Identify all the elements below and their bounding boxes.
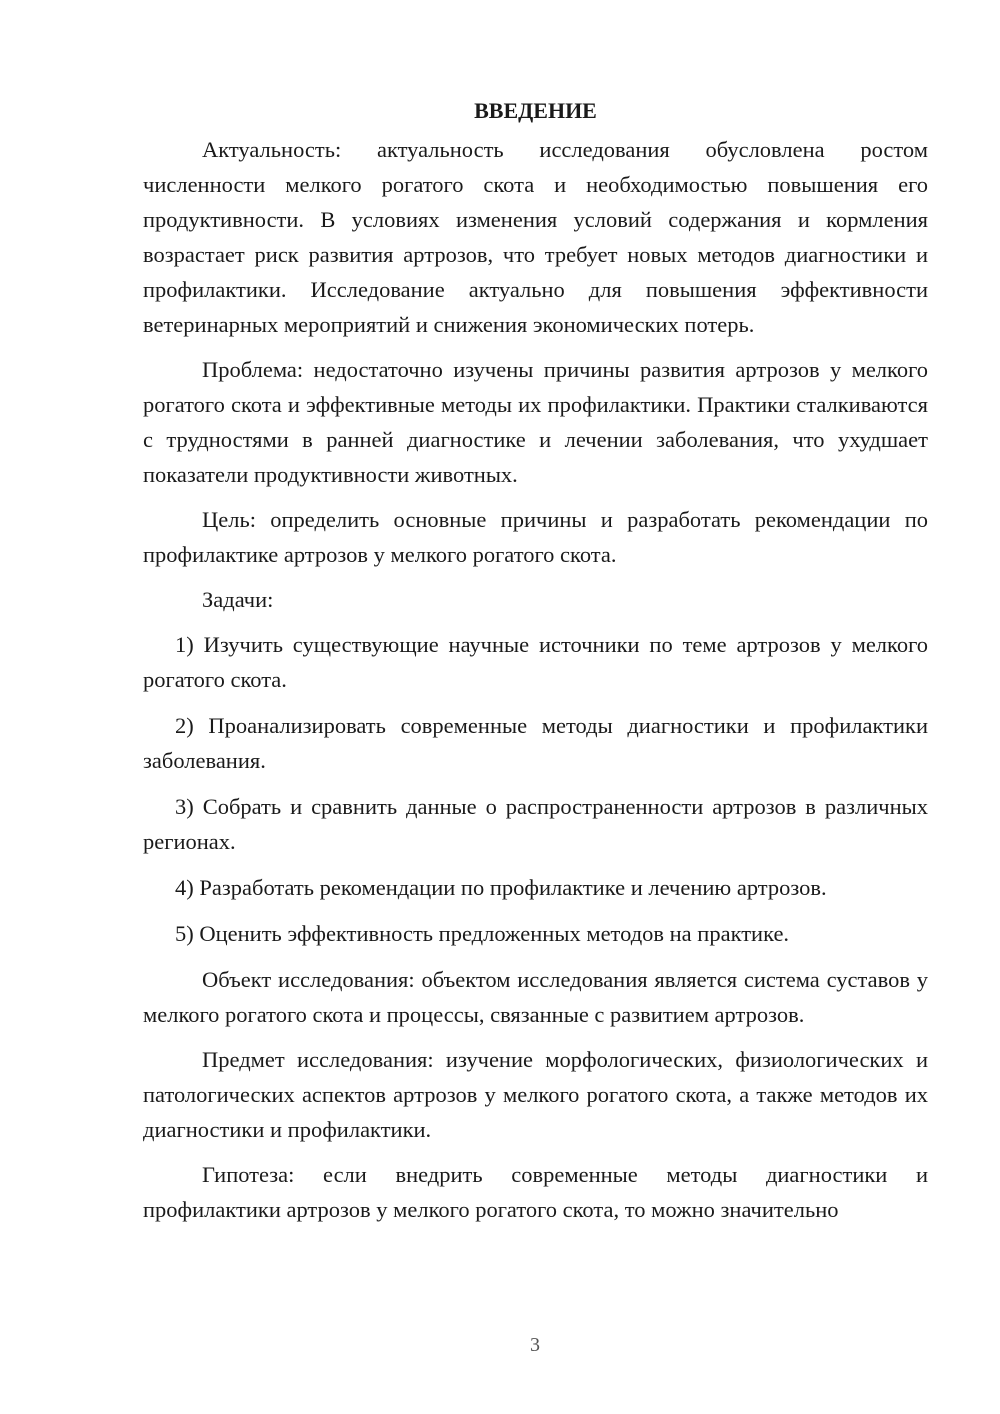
task-item-2: 2) Проанализировать современные методы диагностики и профилактики заболевания.	[143, 713, 928, 773]
document-page	[143, 96, 928, 1237]
paragraph-goal: Цель: определить основные причины и разработать рекомендации по профилактике артрозов у мелкого рогатого скота.	[143, 507, 928, 567]
paragraph-problem: Проблема: недостаточно изучены причины развития артрозов у мелкого рогатого скота и эффективные методы их профилактики. Практики сталкиваются с трудностями в ранней диагностике и лечении заболевания, что ухудшает показатели продуктивности животных.	[143, 357, 928, 487]
task-item-1: 1) Изучить существующие научные источники по теме артрозов у мелкого рогатого скота.	[143, 632, 928, 692]
page-number: 3	[530, 1334, 540, 1356]
paragraph-tasks-heading: Задачи:	[202, 587, 274, 612]
paragraph-relevance: Актуальность: актуальность исследования обусловлена ростом численности мелкого рогатого скота и необходимостью повышения его продуктивности. В условиях изменения условий содержания и кормления возрастает риск развития артрозов, что требует новых методов диагностики и профилактики. Исследование актуально для повышения эффективности ветеринарных мероприятий и снижения экономических потерь.	[143, 137, 928, 337]
task-item-3: 3) Собрать и сравнить данные о распространенности артрозов в различных регионах.	[143, 794, 928, 854]
section-title: ВВЕДЕНИЕ	[474, 98, 597, 123]
paragraph-object: Объект исследования: объектом исследования является система суставов у мелкого рогатого скота и процессы, связанные с развитием артрозов.	[143, 967, 928, 1027]
task-item-4: 4) Разработать рекомендации по профилактике и лечению артрозов.	[175, 875, 827, 900]
task-item-5: 5) Оценить эффективность предложенных методов на практике.	[175, 921, 790, 946]
paragraph-hypothesis: Гипотеза: если внедрить современные методы диагностики и профилактики артрозов у мелкого рогатого скота, то можно значительно	[143, 1162, 928, 1222]
paragraph-subject: Предмет исследования: изучение морфологических, физиологических и патологических аспектов артрозов у мелкого рогатого скота, а также методов их диагностики и профилактики.	[143, 1047, 928, 1142]
